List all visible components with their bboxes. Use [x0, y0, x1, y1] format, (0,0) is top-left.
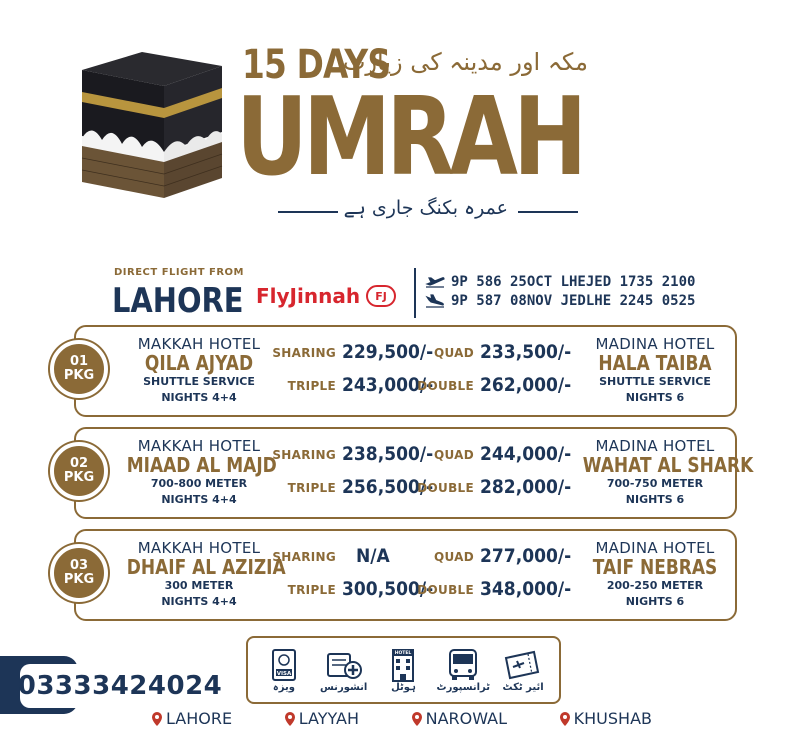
divider-left	[278, 211, 338, 213]
makkah-hotel-label: MAKKAH HOTEL	[137, 437, 261, 455]
makkah-nights: NIGHTS 4+4	[161, 594, 237, 608]
duration-heading: 15 DAYS	[242, 42, 391, 88]
makkah-hotel-detail: SHUTTLE SERVICE	[143, 375, 255, 388]
booking-banner	[278, 197, 578, 227]
air-ticket-icon	[504, 648, 542, 682]
service-label: انشورنس	[320, 681, 368, 693]
price-label-triple: TRIPLE	[287, 379, 336, 393]
kaaba-illustration	[72, 40, 232, 200]
madina-hotel-label: MADINA HOTEL	[595, 539, 715, 557]
makkah-hotel-detail: 300 METER	[164, 579, 234, 592]
makkah-hotel-name: QILA AJYAD	[144, 351, 254, 375]
package-badge-label: PKG	[63, 470, 95, 485]
price-label-sharing: SHARING	[272, 550, 336, 564]
price-label-double: DOUBLE	[417, 481, 474, 495]
price-sharing: 238,500/-	[342, 443, 434, 465]
madina-hotel-detail: 700-750 METER	[606, 477, 704, 490]
service-insurance	[316, 648, 372, 693]
outbound-flight-text: 9P 586 25OCT LHEJED 1735 2100	[451, 274, 696, 290]
package-badge-2	[50, 442, 108, 500]
price-label-quad: QUAD	[433, 448, 474, 462]
price-triple: 300,500/-	[342, 578, 434, 600]
service-air-ticket	[495, 648, 551, 693]
inbound-flight-text: 9P 587 08NOV JEDLHE 2245 0525	[451, 293, 696, 309]
package-card-1[interactable]	[74, 325, 737, 417]
price-triple: 243,000/-	[342, 374, 434, 396]
madina-hotel-name: HALA TAIBA	[598, 351, 712, 375]
package-badge-3	[50, 544, 108, 602]
price-sharing: 229,500/-	[342, 341, 434, 363]
makkah-nights: NIGHTS 4+4	[161, 390, 237, 404]
location-pin-icon	[285, 712, 295, 726]
makkah-hotel-label: MAKKAH HOTEL	[137, 335, 261, 353]
package-number: 03	[69, 557, 89, 573]
makkah-hotel	[114, 437, 284, 508]
phone-number[interactable]: 03333424024	[17, 671, 223, 701]
service-hotel	[375, 648, 431, 693]
madina-hotel	[570, 437, 754, 508]
city-name: LAHORE	[166, 709, 233, 728]
madina-hotel	[570, 539, 740, 610]
airline-logo: FJ	[366, 285, 396, 307]
location-pin-icon	[560, 712, 570, 726]
hotel-mark: HOTEL	[395, 650, 412, 656]
price-double: 262,000/-	[480, 374, 572, 396]
makkah-hotel-label: MAKKAH HOTEL	[137, 539, 261, 557]
airline-name: FlyJinnah	[256, 284, 361, 308]
phone-contact[interactable]	[17, 664, 223, 708]
price-double: 348,000/-	[480, 578, 572, 600]
branch-cities	[152, 709, 652, 728]
price-double: 282,000/-	[480, 476, 572, 498]
madina-nights: NIGHTS 6	[625, 594, 685, 608]
makkah-hotel-name: DHAIF AL AZIZIA	[126, 555, 286, 579]
city-name: KHUSHAB	[573, 709, 652, 728]
price-label-sharing: SHARING	[272, 346, 336, 360]
package-number: 02	[69, 455, 89, 471]
city-name: LAYYAH	[298, 709, 359, 728]
price-quad: 244,000/-	[480, 443, 572, 465]
package-number: 01	[69, 353, 89, 369]
divider-right	[518, 211, 578, 213]
price-label-double: DOUBLE	[417, 583, 474, 597]
price-label-sharing: SHARING	[272, 448, 336, 462]
price-label-triple: TRIPLE	[287, 583, 336, 597]
package-badge-1	[50, 340, 108, 398]
madina-hotel-detail: SHUTTLE SERVICE	[599, 375, 711, 388]
service-label: ویزہ	[272, 681, 295, 693]
makkah-hotel	[114, 539, 284, 610]
price-quad: 277,000/-	[480, 545, 572, 567]
city-layyah	[285, 709, 359, 728]
makkah-hotel-detail: 700-800 METER	[150, 477, 248, 490]
price-label-triple: TRIPLE	[287, 481, 336, 495]
city-khushab	[560, 709, 652, 728]
madina-hotel-detail: 200-250 METER	[606, 579, 704, 592]
insurance-icon	[325, 648, 363, 682]
madina-hotel-name: TAIF NEBRAS	[592, 555, 718, 579]
madina-nights: NIGHTS 6	[625, 390, 685, 404]
package-badge-label: PKG	[63, 368, 95, 383]
page-title: UMRAH	[236, 75, 583, 200]
hotel-icon	[384, 648, 422, 682]
madina-hotel-label: MADINA HOTEL	[595, 335, 715, 353]
makkah-hotel	[114, 335, 284, 406]
package-badge-label: PKG	[63, 572, 95, 587]
service-visa	[256, 648, 312, 693]
service-label: ہوٹل	[391, 681, 416, 693]
price-sharing: N/A	[356, 545, 390, 567]
visa-mark: VISA	[276, 670, 292, 677]
price-triple: 256,500/-	[342, 476, 434, 498]
madina-hotel	[570, 335, 740, 406]
makkah-hotel-name: MIAAD AL MAJD	[126, 453, 277, 477]
price-label-double: DOUBLE	[417, 379, 474, 393]
package-card-3[interactable]	[74, 529, 737, 621]
madina-nights: NIGHTS 6	[625, 492, 685, 506]
package-card-2[interactable]	[74, 427, 754, 519]
visa-icon	[265, 648, 303, 682]
bus-icon	[444, 648, 482, 682]
madina-hotel-label: MADINA HOTEL	[595, 437, 715, 455]
urdu-tagline: مکہ اور مدینہ کی زیارت	[342, 48, 588, 76]
service-label: ائیر ٹکٹ	[502, 681, 544, 693]
inbound-flight	[425, 293, 695, 309]
city-lahore	[152, 709, 232, 728]
price-label-quad: QUAD	[433, 550, 474, 564]
madina-hotel-name: WAHAT AL SHARK	[582, 453, 754, 477]
service-label: ٹرانسپورٹ	[436, 681, 491, 693]
service-transport	[435, 648, 491, 693]
location-pin-icon	[412, 712, 422, 726]
city-narowal	[412, 709, 507, 728]
departure-city: LAHORE	[112, 281, 244, 321]
urdu-booking-text: عمرہ بکنگ جاری ہے	[343, 197, 508, 219]
makkah-nights: NIGHTS 4+4	[161, 492, 237, 506]
outbound-flight	[425, 274, 695, 290]
direct-flight-label: DIRECT FLIGHT FROM	[114, 267, 244, 278]
services-panel	[246, 636, 561, 704]
city-name: NAROWAL	[425, 709, 508, 728]
takeoff-plane-icon	[425, 275, 445, 289]
landing-plane-icon	[425, 294, 445, 308]
price-quad: 233,500/-	[480, 341, 572, 363]
location-pin-icon	[152, 712, 162, 726]
flight-divider	[414, 268, 416, 318]
price-label-quad: QUAD	[433, 346, 474, 360]
